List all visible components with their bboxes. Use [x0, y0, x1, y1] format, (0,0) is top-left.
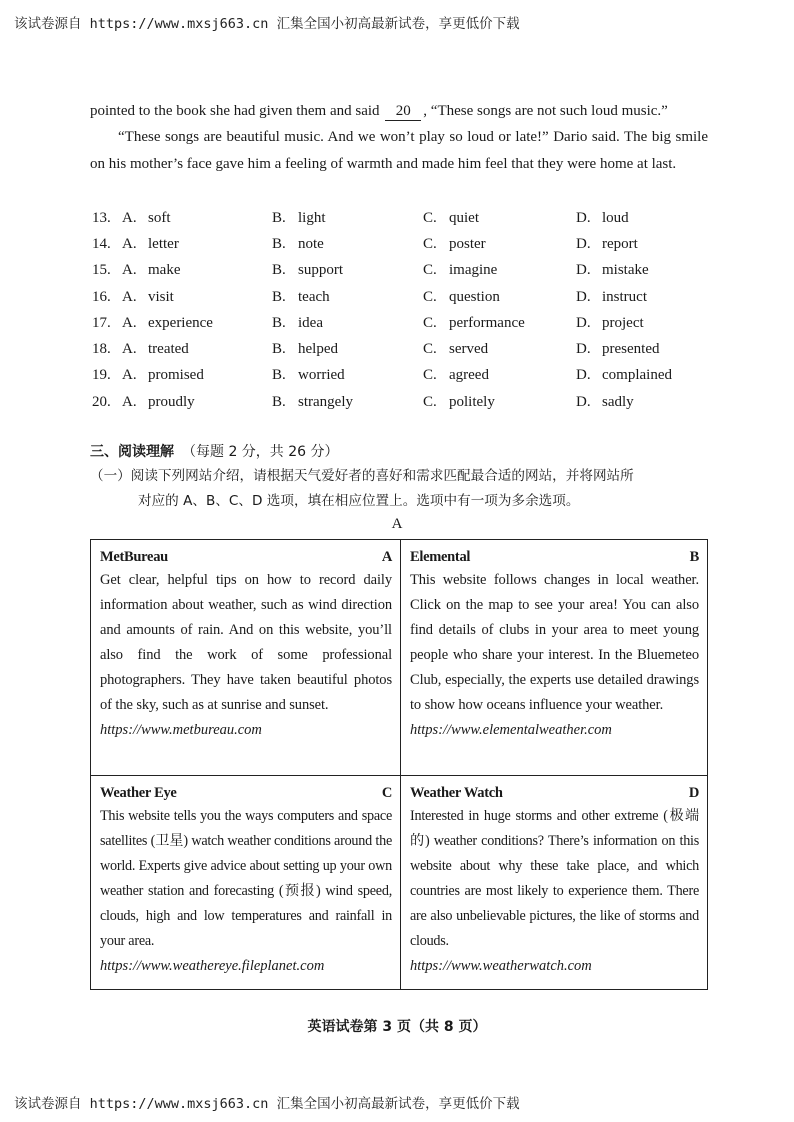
option-letter: B.: [272, 341, 286, 358]
website-name: MetBureau: [100, 549, 168, 565]
website-name: Weather Eye: [100, 785, 177, 801]
answer-option: [122, 315, 272, 332]
source-banner-top: 该试卷源自 https://www.mxsj663.cn 汇集全国小初高最新试卷，享更低价下载: [14, 16, 520, 32]
option-text: helped: [298, 341, 338, 358]
section-heading: 三、阅读理解: [90, 444, 174, 460]
website-description: This website tells you the ways computers and space satellites (卫星) watch weather conditions around the world. Experts give advice about setting up your own weather station and forecasting (预报) wind speed, clouds, high and low temperatures and rainfall in your area.: [100, 808, 392, 949]
option-letter: D.: [576, 209, 591, 226]
question-options-list: [92, 205, 712, 415]
question-number: 18.: [92, 341, 111, 358]
option-letter: B.: [272, 209, 286, 226]
website-name: Elemental: [410, 549, 471, 565]
answer-option: [272, 210, 423, 227]
answer-option: [423, 236, 576, 253]
passage-text: pointed to the book she had given them and said: [90, 103, 380, 119]
question-number: 17.: [92, 314, 111, 331]
option-text: agreed: [449, 367, 489, 384]
option-letter: B.: [272, 235, 286, 252]
website-url: https://www.metbureau.com: [100, 722, 262, 738]
option-letter: A.: [122, 341, 137, 358]
option-text: support: [298, 262, 343, 279]
answer-option: [423, 262, 576, 279]
option-letter: A.: [122, 393, 137, 410]
option-text: promised: [148, 367, 204, 384]
answer-option: [423, 394, 576, 411]
option-letter: B.: [272, 262, 286, 279]
website-url: https://www.weathereye.fileplanet.com: [100, 958, 325, 974]
option-letter: C.: [423, 314, 437, 331]
answer-option: [576, 262, 649, 279]
option-text: politely: [449, 393, 495, 410]
option-letter: D.: [576, 314, 591, 331]
answer-option: [576, 315, 644, 332]
instruction-line: 对应的 A、B、C、D 选项，填在相应位置上。选项中有一项为多余选项。: [138, 493, 580, 509]
answer-option: [122, 236, 272, 253]
answer-option: [576, 236, 638, 253]
answer-option: [272, 289, 423, 306]
website-letter: A: [381, 549, 392, 565]
option-text: visit: [148, 288, 174, 305]
answer-option: [423, 367, 576, 384]
question-row: [92, 310, 712, 336]
answer-option: [576, 367, 672, 384]
website-cell: [91, 540, 401, 776]
option-text: loud: [602, 209, 629, 226]
option-letter: C.: [423, 341, 437, 358]
option-text: soft: [148, 209, 171, 226]
option-letter: C.: [423, 393, 437, 410]
answer-option: [423, 315, 576, 332]
option-text: mistake: [602, 262, 649, 279]
question-row: [92, 258, 712, 284]
website-table: [90, 539, 708, 990]
option-text: teach: [298, 288, 330, 305]
option-letter: A.: [122, 209, 137, 226]
option-text: served: [449, 341, 489, 358]
question-number: 13.: [92, 209, 111, 226]
question-number: 14.: [92, 235, 111, 252]
option-text: strangely: [298, 393, 353, 410]
option-letter: A.: [122, 262, 137, 279]
website-description: This website follows changes in local weather. Click on the map to see your area! You can also find details of clubs in your area to meet young people who share your interest. In the Bluemeteo Club, especially, the experts use detailed drawings to show how oceans influence your weather.: [410, 572, 699, 713]
passage-paragraph: “These songs are beautiful music. And we won’t play so loud or late!” Dario said. The big smile on his mother’s face gave him a feeling of warmth and made him feel that they were home at last.: [90, 129, 708, 172]
instruction-line: （一）阅读下列网站介绍，请根据天气爱好者的喜好和需求匹配最合适的网站，并将网站所: [90, 468, 634, 484]
option-text: note: [298, 235, 324, 252]
option-letter: A.: [122, 288, 137, 305]
answer-option: [122, 341, 272, 358]
question-row: [92, 389, 712, 415]
answer-option: [122, 289, 272, 306]
section-title: [90, 441, 339, 461]
answer-option: [576, 289, 647, 306]
option-letter: B.: [272, 288, 286, 305]
option-letter: D.: [576, 367, 591, 384]
option-text: imagine: [449, 262, 498, 279]
option-text: question: [449, 288, 500, 305]
website-cell: [91, 776, 401, 989]
option-text: report: [602, 235, 638, 252]
answer-option: [423, 210, 576, 227]
option-letter: A.: [122, 235, 137, 252]
option-letter: D.: [576, 393, 591, 410]
option-letter: C.: [423, 235, 437, 252]
page-footer: 英语试卷第 3 页（共 8 页）: [307, 1019, 487, 1035]
answer-option: [272, 262, 423, 279]
answer-option: [272, 394, 423, 411]
website-letter: C: [381, 785, 392, 801]
website-url: https://www.weatherwatch.com: [410, 958, 592, 974]
answer-option: [122, 394, 272, 411]
option-text: performance: [449, 314, 525, 331]
option-text: sadly: [602, 393, 634, 410]
table-label: A: [391, 516, 403, 532]
answer-option: [272, 367, 423, 384]
option-text: idea: [298, 314, 323, 331]
option-text: letter: [148, 235, 179, 252]
website-description: Get clear, helpful tips on how to record daily information about weather, such as wind direction and amounts of rain. And on this website, you’ll also find the work of some professional photographers. They have taken beautiful photos of the sky, such as at sunrise and sunset.: [100, 572, 392, 713]
question-row: [92, 363, 712, 389]
answer-option: [423, 341, 576, 358]
website-name: Weather Watch: [410, 785, 503, 801]
source-banner-bottom: 该试卷源自 https://www.mxsj663.cn 汇集全国小初高最新试卷，享更低价下载: [14, 1096, 520, 1112]
question-number: 15.: [92, 262, 111, 279]
section-score: （每题 2 分，共 26 分）: [182, 444, 339, 460]
answer-option: [272, 236, 423, 253]
section-instruction: [90, 464, 720, 514]
question-number: 16.: [92, 288, 111, 305]
option-text: poster: [449, 235, 486, 252]
option-text: instruct: [602, 288, 647, 305]
option-letter: B.: [272, 367, 286, 384]
answer-option: [576, 341, 659, 358]
answer-option: [122, 210, 272, 227]
question-row: [92, 336, 712, 362]
website-description: Interested in huge storms and other extreme (极端的) weather conditions? There’s information on this website about why these take place, and which countries are most likely to experience them. There are also unbelievable pictures, the like of storms and clouds.: [410, 808, 699, 949]
option-letter: B.: [272, 393, 286, 410]
option-letter: D.: [576, 341, 591, 358]
option-letter: C.: [423, 367, 437, 384]
answer-option: [122, 262, 272, 279]
option-text: proudly: [148, 393, 195, 410]
option-text: experience: [148, 314, 213, 331]
option-letter: D.: [576, 262, 591, 279]
answer-option: [576, 210, 629, 227]
website-letter: D: [688, 785, 699, 801]
website-cell: [401, 540, 707, 776]
option-text: light: [298, 209, 326, 226]
question-row: [92, 284, 712, 310]
answer-option: [576, 394, 634, 411]
option-text: presented: [602, 341, 660, 358]
question-row: [92, 205, 712, 231]
answer-option: [122, 367, 272, 384]
answer-option: [272, 341, 423, 358]
passage-text: , “These songs are not such loud music.”: [423, 103, 668, 119]
option-letter: D.: [576, 235, 591, 252]
question-number: 20.: [92, 393, 111, 410]
website-cell: [401, 776, 707, 989]
option-text: worried: [298, 367, 345, 384]
option-text: complained: [602, 367, 672, 384]
website-letter: B: [689, 549, 699, 565]
option-letter: C.: [423, 262, 437, 279]
answer-option: [272, 315, 423, 332]
option-text: treated: [148, 341, 189, 358]
passage-line: [90, 98, 708, 125]
answer-blank-20: 20: [385, 102, 421, 121]
question-number: 19.: [92, 367, 111, 384]
option-letter: A.: [122, 314, 137, 331]
option-letter: A.: [122, 367, 137, 384]
question-row: [92, 231, 712, 257]
answer-option: [423, 289, 576, 306]
option-letter: C.: [423, 209, 437, 226]
option-text: make: [148, 262, 181, 279]
option-text: project: [602, 314, 644, 331]
option-letter: D.: [576, 288, 591, 305]
option-text: quiet: [449, 209, 479, 226]
website-url: https://www.elementalweather.com: [410, 722, 612, 738]
option-letter: C.: [423, 288, 437, 305]
option-letter: B.: [272, 314, 286, 331]
